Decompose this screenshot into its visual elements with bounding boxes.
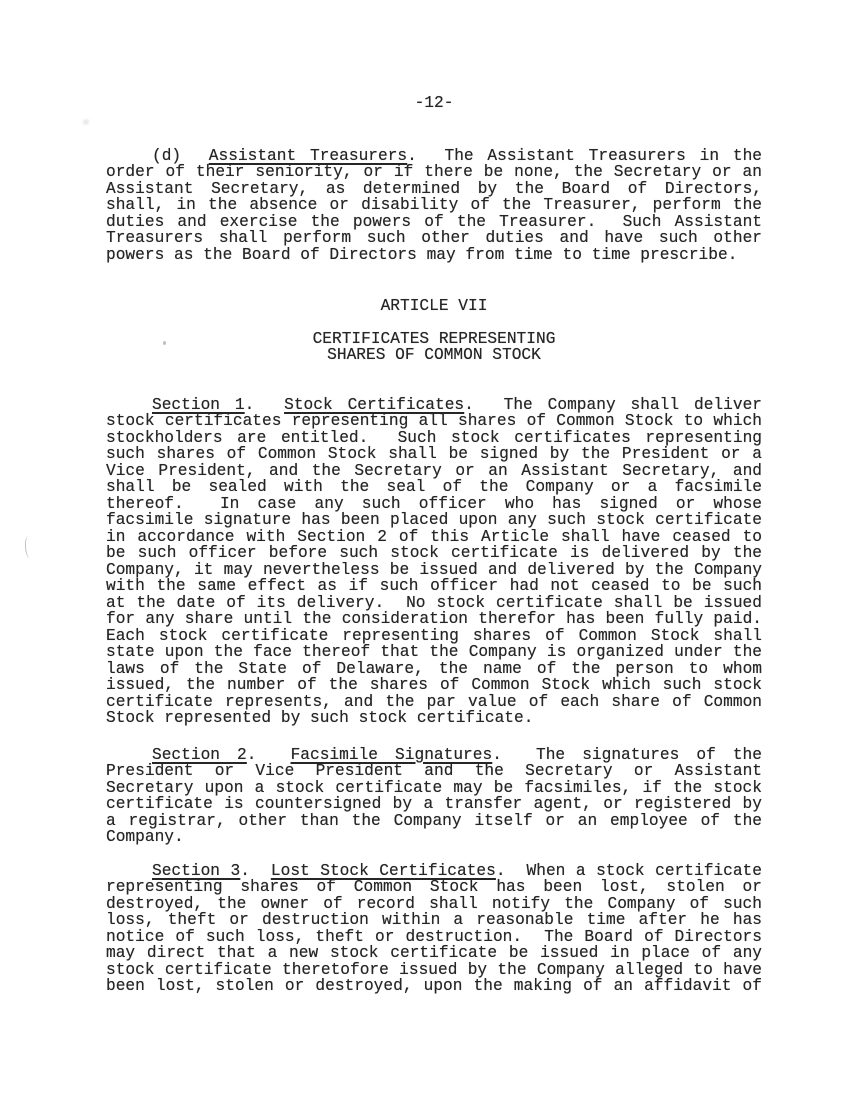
text-line: order of their seniority, or if there be none, the Secretary or an [106, 163, 762, 181]
text-line: Vice President, and the Secretary or an Assistant Secretary, and [106, 461, 762, 480]
text-line: been lost, stolen or destroyed, upon the making of an affidavit of [106, 977, 762, 995]
text-line: Secretary upon a stock certificate may be facsimiles, if the stock [106, 778, 762, 797]
text-line: Company, it may nevertheless be issued and delivered by the Company [106, 560, 762, 579]
first-line-text: . When a stock certificate [495, 861, 762, 880]
article-subtitle-line-2: SHARES OF COMMON STOCK [327, 346, 541, 364]
section-body [106, 413, 762, 710]
first-line-text: . The Assistant Treasurers in the [407, 146, 762, 165]
section-2-facsimile-signatures [106, 747, 762, 846]
text-line: President or Vice President and the Secretary or Assistant [106, 762, 762, 780]
article-subtitle-line-1: CERTIFICATES REPRESENTING [312, 329, 556, 348]
text-line: state upon the face thereof that the Company is organized under the [106, 643, 762, 661]
first-line-text: . The Company shall deliver [464, 395, 762, 414]
text-line: at the date of its delivery. No stock certificate shall be issued [106, 593, 762, 612]
heading-separator: . [246, 745, 291, 764]
paragraph-body [106, 164, 762, 247]
text-line: be such officer before such stock certificate is delivered by the [106, 544, 762, 562]
heading-separator: . [244, 395, 285, 414]
paragraph-last-line: powers as the Board of Directors may from time to time prescribe. [106, 245, 738, 264]
text-line: Each stock certificate representing shares of Common Stock shall [106, 626, 762, 645]
section-first-line [106, 397, 762, 414]
underlined-section-title: Stock Certificates [284, 395, 465, 414]
underlined-section-title: Facsimile Signatures [290, 745, 493, 764]
text-line: Treasurers shall perform such other duties and have such other [106, 229, 762, 247]
text-line: laws of the State of Delaware, the name of the person to whom [106, 659, 762, 678]
text-line: with the same effect as if such officer had not ceased to be such [106, 577, 762, 595]
text-line: stockholders are entitled. Such stock certificates representing [106, 428, 762, 447]
text-line: shall be sealed with the seal of the Company or a facsimile [106, 478, 762, 496]
text-line: certificate represents, and the par value of each share of Common [106, 692, 762, 711]
paragraph-assistant-treasurers [106, 148, 762, 264]
text-line: representing shares of Common Stock has been lost, stolen or [106, 878, 762, 896]
heading-separator: . [240, 861, 271, 880]
section-body [106, 763, 762, 829]
underlined-section-label: Section 3 [152, 861, 241, 880]
text-line: duties and exercise the powers of the Treasurer. Such Assistant [106, 212, 762, 231]
article-title: ARTICLE VII [380, 297, 488, 315]
text-line: a registrar, other than the Company itself or an employee of the [106, 811, 762, 830]
text-line: stock certificate theretofore issued by the Company alleged to have [106, 960, 762, 979]
text-line: facsimile signature has been placed upon any such stock certificate [106, 511, 762, 529]
scan-artifact-smudge [83, 119, 89, 125]
text-line: shall, in the absence or disability of the Treasurer, perform the [106, 196, 762, 214]
section-first-line [106, 863, 762, 880]
text-line: thereof. In case any such officer who has signed or whose [106, 494, 762, 513]
underlined-section-label: Section 1 [152, 395, 245, 414]
text-line: issued, the number of the shares of Common Stock which such stock [106, 676, 762, 694]
paragraph-first-line [106, 148, 762, 165]
section-1-stock-certificates [106, 397, 762, 727]
section-last-line: Stock represented by such stock certificate. [106, 709, 534, 727]
first-line-text: . The signatures of the [492, 745, 762, 764]
section-first-line [106, 747, 762, 764]
page-number: -12- [414, 94, 454, 112]
section-body [106, 879, 762, 995]
text-line: loss, theft or destruction within a reasonable time after he has [106, 911, 762, 929]
text-line: notice of such loss, theft or destruction. The Board of Directors [106, 927, 762, 946]
text-line: Assistant Secretary, as determined by the Board of Directors, [106, 179, 762, 198]
text-line: for any share until the consideration therefor has been fully paid. [106, 610, 762, 628]
section-3-lost-stock-certificates [106, 863, 762, 995]
text-line: may direct that a new stock certificate be issued in place of any [106, 944, 762, 962]
text-line: certificate is countersigned by a transfer agent, or registered by [106, 795, 762, 813]
paragraph-prefix: (d) [152, 146, 209, 165]
text-line: in accordance with Section 2 of this Article shall have ceased to [106, 527, 762, 546]
page-content [106, 95, 762, 995]
text-line: stock certificates representing all shares of Common Stock to which [106, 412, 762, 430]
text-line: destroyed, the owner of record shall notify the Company of such [106, 894, 762, 913]
underlined-heading: Assistant Treasurers [208, 146, 408, 165]
article-subtitle [106, 331, 762, 364]
scan-artifact-paren [24, 536, 34, 559]
underlined-section-label: Section 2 [152, 745, 247, 764]
underlined-section-title: Lost Stock Certificates [270, 861, 496, 880]
text-line: such shares of Common Stock shall be signed by the President or a [106, 445, 762, 463]
section-last-line: Company. [106, 828, 184, 846]
